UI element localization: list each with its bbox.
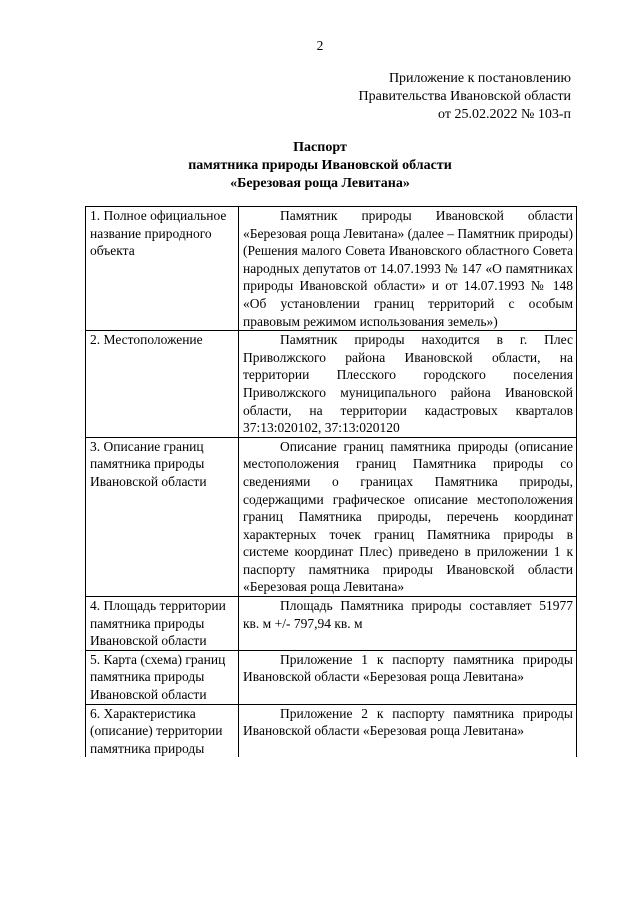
table-row bbox=[86, 437, 577, 596]
row-label: 5. Карта (схема) границ памятника природы Ивановской области bbox=[86, 650, 239, 704]
title-line: памятника природы Ивановской области bbox=[188, 158, 452, 173]
row-value: Площадь Памятника природы составляет 51977 кв. м +/- 797,94 кв. м bbox=[239, 597, 577, 651]
row-label: 2. Местоположение bbox=[86, 331, 239, 438]
row-label: 4. Площадь территории памятника природы Ивановской области bbox=[86, 597, 239, 651]
table-row bbox=[86, 650, 577, 704]
appendix-line: от 25.02.2022 № 103-п bbox=[438, 107, 571, 122]
title-line: Паспорт bbox=[293, 140, 347, 155]
row-label: 3. Описание границ памятника природы Ивановской области bbox=[86, 437, 239, 596]
table-row bbox=[86, 207, 577, 331]
row-value: Памятник природы Ивановской области «Березовая роща Левитана» (далее – Памятник природы) (Решения малого Совета Ивановского областного Совета народных депутатов от 14.07.1993 № 147 «О памятниках природы Ивановской области» и от 14.07.1993 № 148 «Об установлении границ территорий с особым правовым режимом использования земель») bbox=[239, 207, 577, 331]
table-row bbox=[86, 704, 577, 757]
title-line: «Березовая роща Левитана» bbox=[230, 176, 410, 191]
table-row bbox=[86, 331, 577, 438]
row-value: Памятник природы находится в г. Плес Приволжского района Ивановской области, на территории Плесского городского поселения Приволжского муниципального района Ивановской области, на территории кадастровых кварталов 37:13:020102, 37:13:020120 bbox=[239, 331, 577, 438]
row-value: Приложение 2 к паспорту памятника природы Ивановской области «Березовая роща Левитана» bbox=[239, 704, 577, 757]
row-label: 1. Полное официальное название природного объекта bbox=[86, 207, 239, 331]
appendix-reference bbox=[271, 70, 571, 124]
row-label: 6. Характеристика (описание) территории памятника природы bbox=[86, 704, 239, 757]
table-row bbox=[86, 597, 577, 651]
page-number: 2 bbox=[316, 38, 324, 53]
row-value: Описание границ памятника природы (описание местоположения границ Памятника природы со сведениями о границах Памятника природы, содержащими графическое описание местоположения границ Памятника природы, перечень координат характерных точек границ Памятника природы в системе координат Плес) приведено в приложении 1 к паспорту памятника природы Ивановской области «Березовая роща Левитана» bbox=[239, 437, 577, 596]
appendix-line: Приложение к постановлению bbox=[388, 71, 571, 86]
row-value: Приложение 1 к паспорту памятника природы Ивановской области «Березовая роща Левитана» bbox=[239, 650, 577, 704]
passport-table bbox=[85, 206, 577, 757]
document-title bbox=[0, 139, 640, 193]
appendix-line: Правительства Ивановской области bbox=[358, 89, 571, 104]
